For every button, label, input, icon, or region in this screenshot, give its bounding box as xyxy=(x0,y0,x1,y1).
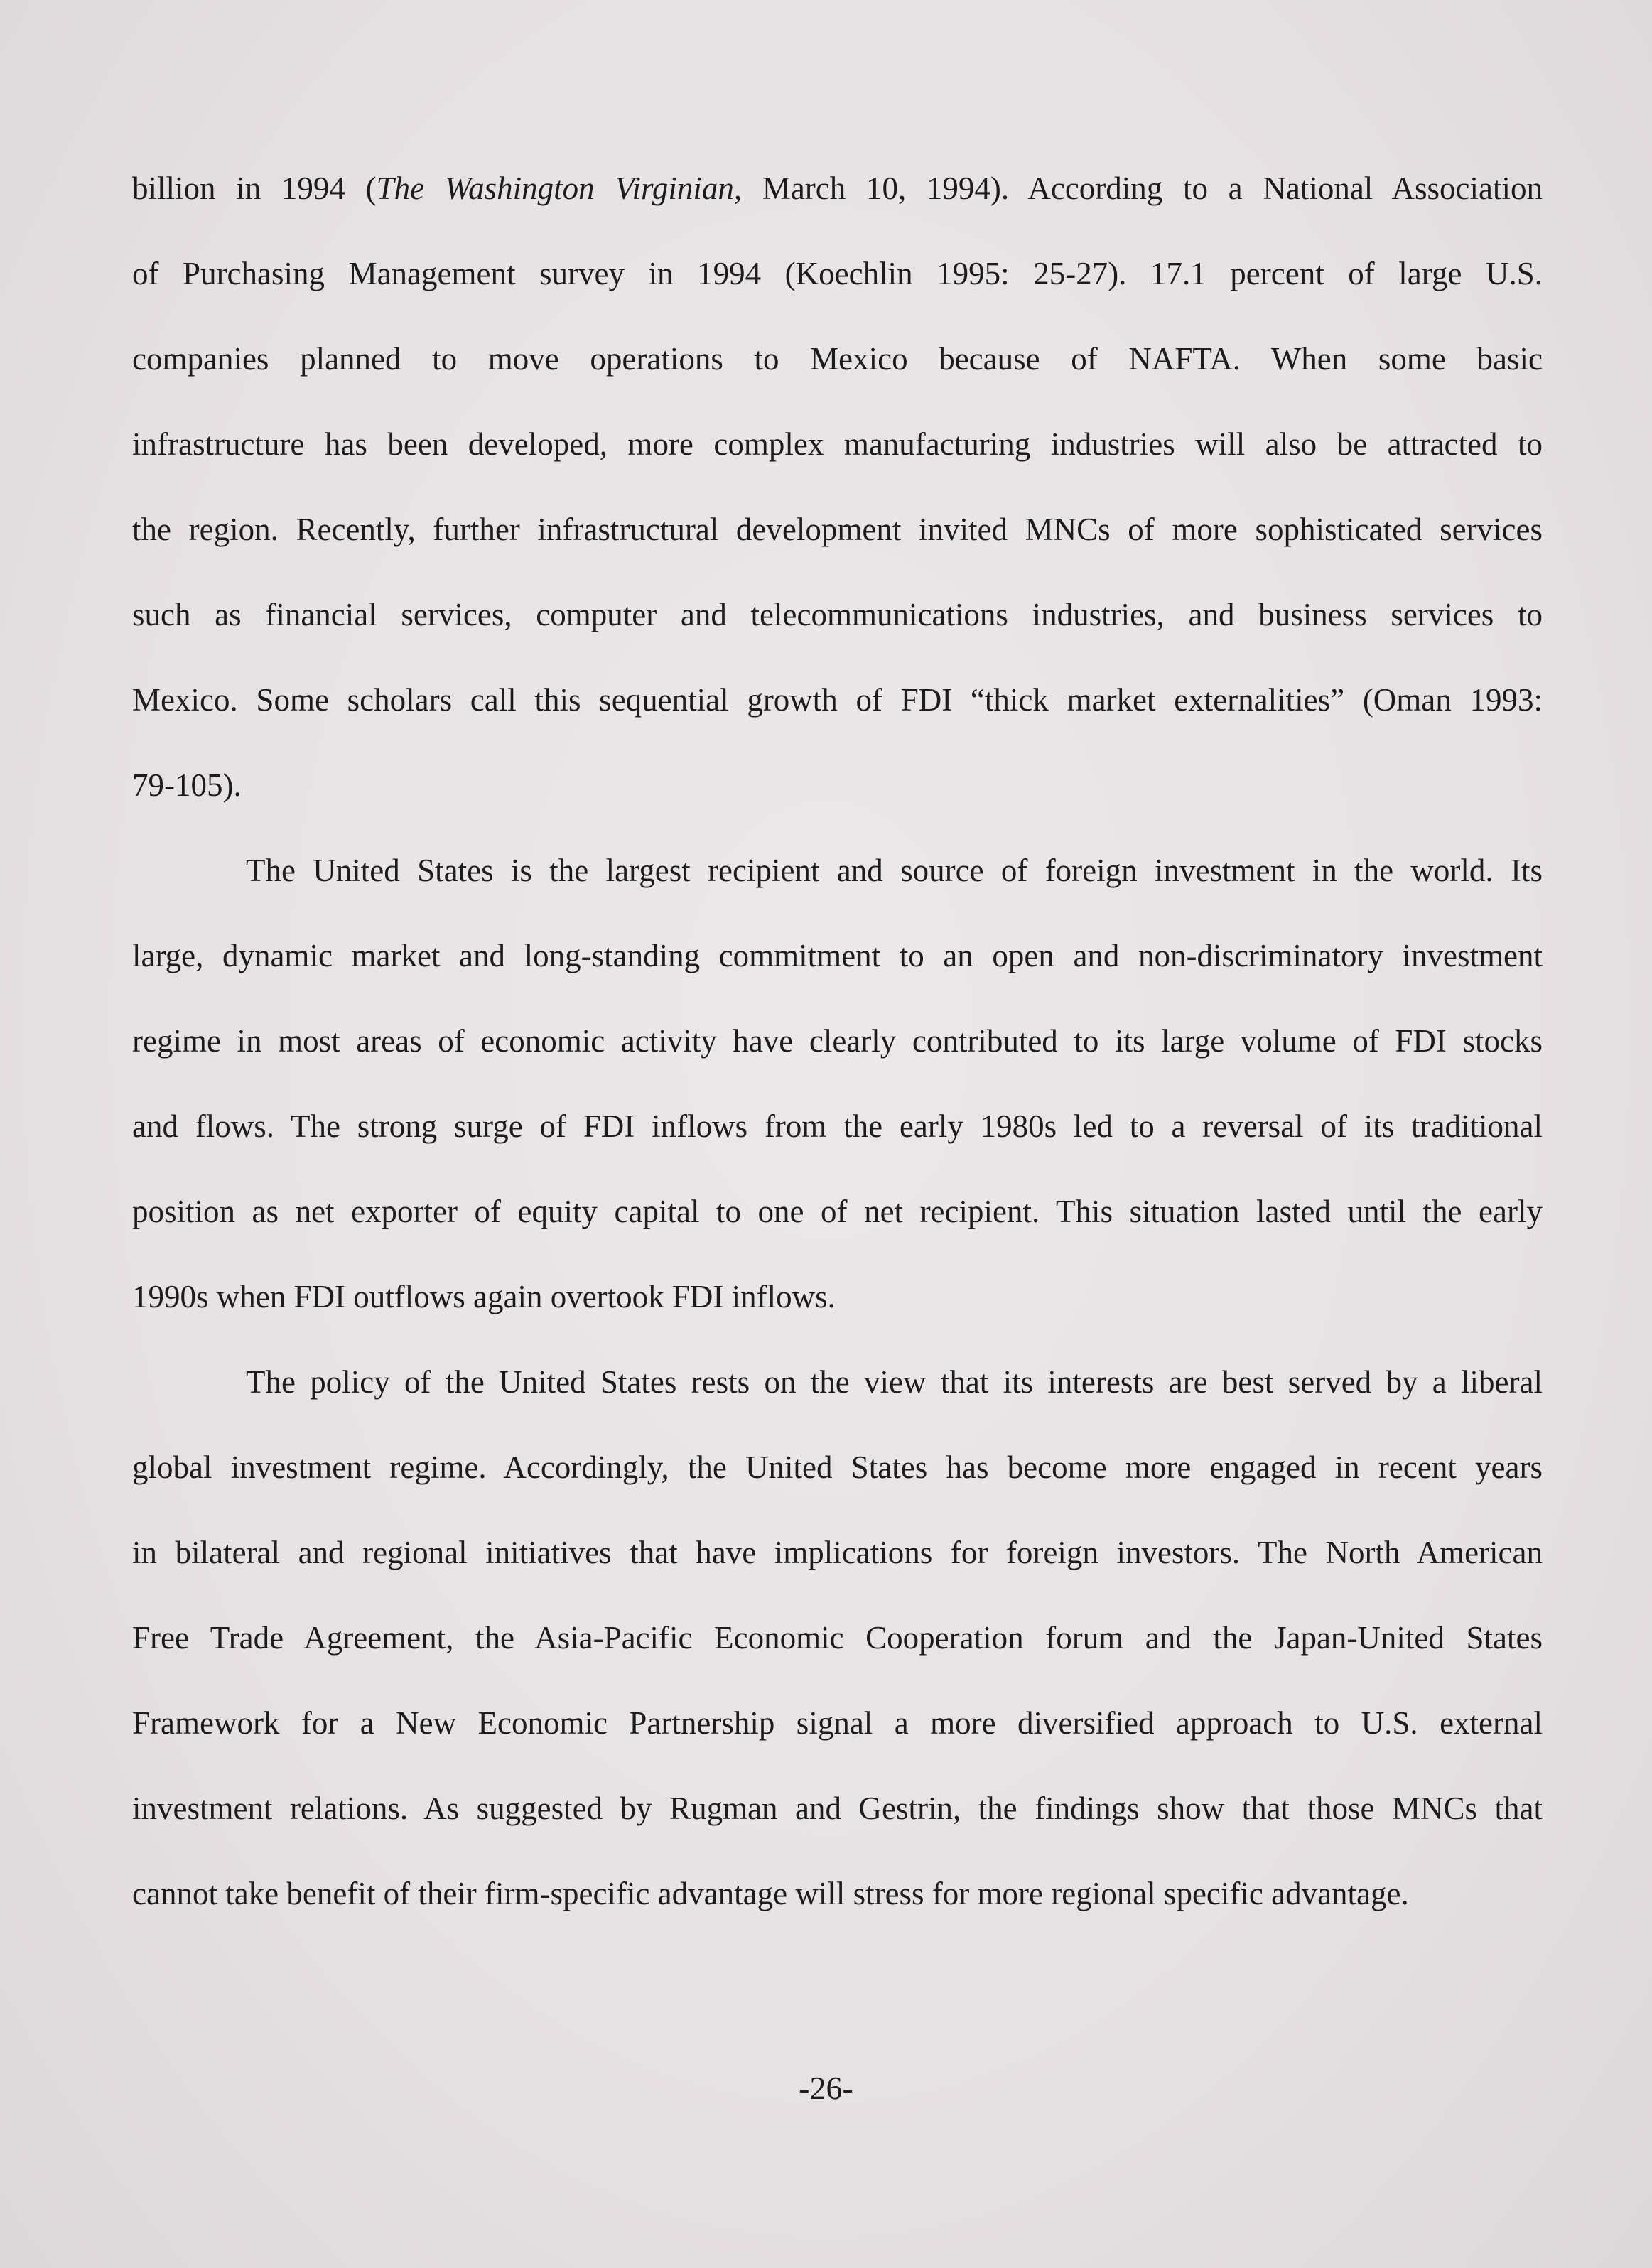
paragraph-3-line-3: in bilateral and regional initiatives that have implications for foreign investors. The North American xyxy=(132,1535,1543,1570)
paragraph-2-line-4: and flows. The strong surge of FDI inflows from the early 1980s led to a reversal of its traditional xyxy=(132,1108,1543,1144)
paragraph-1-line-1: billion in 1994 (The Washington Virginian, March 10, 1994). According to a National Association xyxy=(132,171,1543,206)
paragraph-1-line-7: Mexico. Some scholars call this sequential growth of FDI “thick market externalities” (Oman 1993: xyxy=(132,682,1543,718)
paragraph-3-line-5: Framework for a New Economic Partnership signal a more diversified approach to U.S. external xyxy=(132,1705,1543,1741)
paragraph-1-line-2: of Purchasing Management survey in 1994 (Koechlin 1995: 25-27). 17.1 percent of large U.S. xyxy=(132,256,1543,291)
paragraph-1-line-4: infrastructure has been developed, more complex manufacturing industries will also be attracted to xyxy=(132,426,1543,462)
paragraph-3-line-1: The policy of the United States rests on the view that its interests are best served by a liberal xyxy=(246,1364,1543,1400)
paragraph-2 xyxy=(132,828,1543,1339)
paragraph-2-line-1: The United States is the largest recipient and source of foreign investment in the world. Its xyxy=(246,853,1543,888)
paragraph-1-line-8: 79-105). xyxy=(132,767,242,803)
paragraph-2-line-6: 1990s when FDI outflows again overtook FDI inflows. xyxy=(132,1279,836,1314)
paragraph-3-line-6: investment relations. As suggested by Rugman and Gestrin, the findings show that those MNCs that xyxy=(132,1791,1543,1826)
paragraph-2-line-5: position as net exporter of equity capital to one of net recipient. This situation lasted until the early xyxy=(132,1194,1543,1229)
paragraph-3 xyxy=(132,1339,1543,1936)
paragraph-3-line-7: cannot take benefit of their firm-specific advantage will stress for more regional specific advantage. xyxy=(132,1876,1409,1911)
page-number: -26- xyxy=(799,2070,853,2106)
newspaper-title: The Washington Virginian, xyxy=(376,171,743,206)
paragraph-1 xyxy=(132,146,1543,828)
paragraph-3-line-4: Free Trade Agreement, the Asia-Pacific Economic Cooperation forum and the Japan-United States xyxy=(132,1620,1543,1656)
paragraph-2-line-2: large, dynamic market and long-standing commitment to an open and non-discriminatory investment xyxy=(132,938,1543,973)
paragraph-1-line-6: such as financial services, computer and telecommunications industries, and business services to xyxy=(132,597,1543,632)
paragraph-1-line-5: the region. Recently, further infrastructural development invited MNCs of more sophisticated services xyxy=(132,512,1543,547)
paragraph-1-line-3: companies planned to move operations to Mexico because of NAFTA. When some basic xyxy=(132,341,1543,377)
paragraph-3-line-2: global investment regime. Accordingly, the United States has become more engaged in recent years xyxy=(132,1449,1543,1485)
body-text xyxy=(132,146,1543,1936)
paragraph-2-line-3: regime in most areas of economic activity have clearly contributed to its large volume of FDI stocks xyxy=(132,1023,1543,1059)
